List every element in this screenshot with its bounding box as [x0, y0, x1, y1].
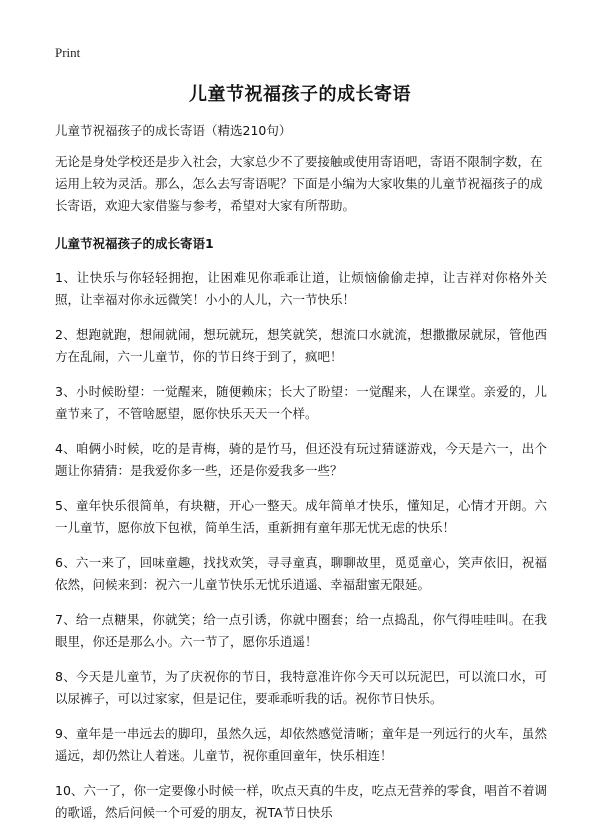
- list-item: 10、六一了，你一定要像小时候一样，吹点天真的牛皮，吃点无营养的零食，唱首不着调的歌谣，然后问候一个可爱的朋友，祝TA节日快乐: [55, 783, 547, 820]
- article-subtitle: 儿童节祝福孩子的成长寄语（精选210句）: [55, 123, 292, 138]
- section-heading: 儿童节祝福孩子的成长寄语1: [55, 236, 214, 251]
- list-item: 2、想跑就跑，想闹就闹，想玩就玩，想笑就笑，想流口水就流，想撒撒尿就尿，管他西方在乱闹，六一儿童节，你的节日终于到了，疯吧！: [55, 327, 547, 364]
- list-item: 5、童年快乐很简单，有块糖，开心一整天。成年简单才快乐，懂知足，心情才开朗。六一儿童节，愿你放下包袱，简单生活，重新拥有童年那无忧无虑的快乐！: [55, 498, 547, 535]
- list-item: 9、童年是一串远去的脚印，虽然久远，却依然感觉清晰；童年是一列远行的火车，虽然遥远，却仍然让人着迷。儿童节，祝你重回童年，快乐相连！: [55, 726, 547, 763]
- print-link[interactable]: Print: [55, 45, 81, 60]
- intro-paragraph: 无论是身处学校还是步入社会，大家总少不了要接触或使用寄语吧，寄语不限制字数，在运用上较为灵活。那么，怎么去写寄语呢？下面是小编为大家收集的儿童节祝福孩子的成长寄语，欢迎大家借鉴与参考，希望对大家有所帮助。: [55, 154, 543, 213]
- list-item: 3、小时候盼望：一觉醒来，随便赖床；长大了盼望：一觉醒来，人在课堂。亲爱的，儿童节来了，不管啥愿望，愿你快乐天天一个样。: [55, 384, 547, 421]
- list-item: 1、让快乐与你轻轻拥抱，让困难见你乖乖让道，让烦恼偷偷走掉，让吉祥对你格外关照，让幸福对你永远微笑！小小的人儿，六一节快乐！: [55, 270, 547, 307]
- list-item: 8、今天是儿童节，为了庆祝你的节日，我特意准许你今天可以玩泥巴，可以流口水，可以尿裤子，可以过家家，但是记住，要乖乖听我的话。祝你节日快乐。: [55, 669, 547, 706]
- list-item: 6、六一来了，回味童趣，找找欢笑，寻寻童真，聊聊故里，觅觅童心，笑声依旧，祝福依然，问候来到：祝六一儿童节快乐无忧乐逍遥、幸福甜蜜无限延。: [55, 555, 547, 592]
- list-item: 7、给一点糖果，你就笑；给一点引诱，你就中圈套；给一点捣乱，你气得哇哇叫。在我眼里，你还是那么小。六一节了，愿你乐逍遥！: [55, 612, 547, 649]
- page-title: 儿童节祝福孩子的成长寄语: [189, 84, 411, 105]
- article-body: [55, 120, 547, 837]
- list-item: 4、咱俩小时候，吃的是青梅，骑的是竹马，但还没有玩过猜谜游戏，今天是六一，出个题让你猜猜：是我爱你多一些，还是你爱我多一些？: [55, 441, 547, 478]
